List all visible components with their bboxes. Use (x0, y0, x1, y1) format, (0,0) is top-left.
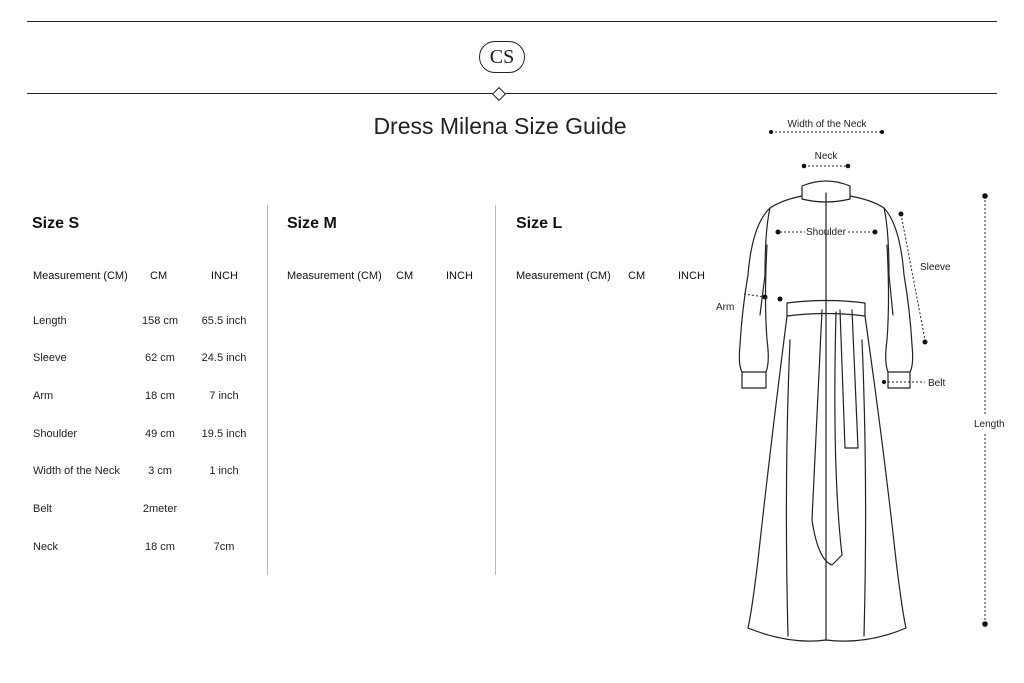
rule-diamond-ornament (492, 87, 506, 101)
row-sleeve-label: Sleeve (33, 352, 67, 364)
row-neck-cm: 18 cm (145, 541, 175, 553)
measurement-guides (744, 132, 985, 624)
row-sleeve-cm: 62 cm (145, 352, 175, 364)
row-neck-width-cm: 3 cm (148, 465, 172, 477)
dress-measurement-sketch (700, 110, 1024, 683)
measurement-points (763, 130, 988, 627)
dress-outline (739, 181, 912, 641)
header-rule (27, 93, 997, 94)
row-belt-label: Belt (33, 503, 52, 515)
size-m-header-cm: CM (396, 270, 414, 282)
row-shoulder-cm: 49 cm (145, 428, 175, 440)
label-shoulder: Shoulder (805, 227, 847, 238)
size-l-header-inch: INCH (678, 270, 705, 282)
row-neck-inch: 7cm (213, 541, 235, 553)
row-belt-cm: 2meter (142, 503, 178, 515)
size-l-header-cm: CM (628, 270, 646, 282)
row-length-inch: 65.5 inch (201, 315, 247, 327)
label-length: Length (974, 419, 1005, 430)
brand-logo: CS (479, 41, 525, 73)
size-s-header-inch: INCH (211, 270, 238, 282)
size-l-title: Size L (516, 215, 563, 232)
row-arm-inch: 7 inch (209, 390, 239, 402)
label-width-of-neck: Width of the Neck (787, 119, 867, 130)
column-divider (267, 205, 268, 575)
label-neck: Neck (814, 151, 838, 162)
row-arm-cm: 18 cm (145, 390, 175, 402)
row-arm-label: Arm (33, 390, 54, 402)
top-rule (27, 21, 997, 22)
size-s-header-cm: CM (150, 270, 168, 282)
label-sleeve: Sleeve (920, 262, 951, 273)
row-neck-width-label: Width of the Neck (33, 465, 120, 477)
size-s-header-measurement: Measurement (CM) (33, 270, 128, 282)
diagram-labels (716, 119, 1005, 430)
row-shoulder-label: Shoulder (33, 428, 78, 440)
row-length-label: Length (33, 315, 67, 327)
column-divider (495, 205, 496, 575)
row-length-cm: 158 cm (141, 315, 179, 327)
size-s-title: Size S (32, 215, 80, 232)
size-m-header-inch: INCH (446, 270, 473, 282)
page-title: Dress Milena Size Guide (373, 113, 627, 139)
size-m-header-measurement: Measurement (CM) (287, 270, 382, 282)
row-neck-width-inch: 1 inch (209, 465, 239, 477)
size-m-title: Size M (287, 215, 337, 232)
row-shoulder-inch: 19.5 inch (201, 428, 247, 440)
row-sleeve-inch: 24.5 inch (201, 352, 247, 364)
row-neck-label: Neck (33, 541, 59, 553)
size-l-header-measurement: Measurement (CM) (516, 270, 611, 282)
label-belt: Belt (928, 378, 946, 389)
label-arm: Arm (716, 302, 735, 313)
